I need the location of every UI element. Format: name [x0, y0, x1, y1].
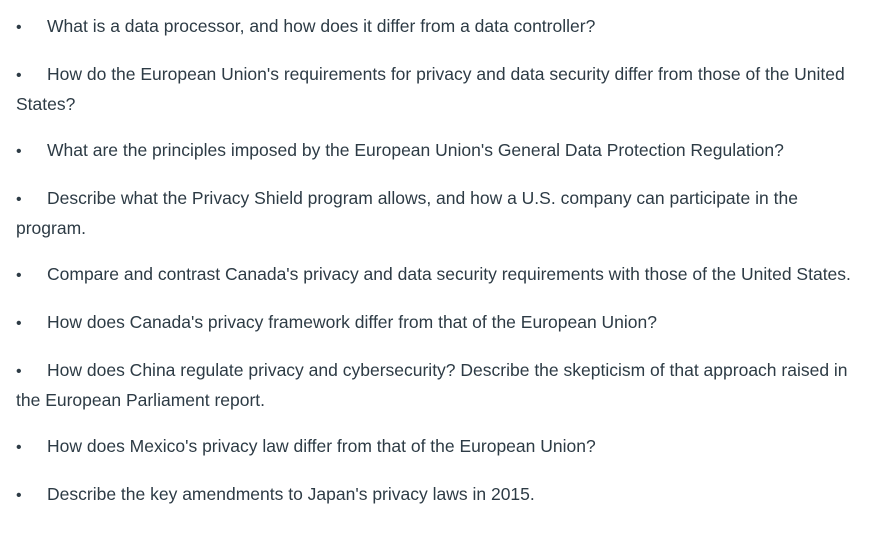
bullet-icon: •	[16, 363, 22, 380]
list-item	[16, 308, 872, 338]
list-item	[16, 12, 872, 42]
bullet-icon: •	[16, 267, 22, 284]
bullet-icon: •	[16, 191, 22, 208]
question-text: What are the principles imposed by the European Union's General Data Protection Regulation?	[47, 140, 784, 160]
bullet-icon: •	[16, 19, 22, 36]
list-item	[16, 184, 872, 242]
question-text: What is a data processor, and how does it differ from a data controller?	[47, 16, 596, 36]
bullet-icon: •	[16, 143, 22, 160]
list-item	[16, 60, 872, 118]
bullet-icon: •	[16, 439, 22, 456]
question-text: How does Mexico's privacy law differ from that of the European Union?	[47, 436, 596, 456]
list-item	[16, 260, 872, 290]
question-text: Compare and contrast Canada's privacy and data security requirements with those of the United States.	[47, 264, 851, 284]
bullet-icon: •	[16, 67, 22, 84]
question-text: How does China regulate privacy and cybersecurity? Describe the skepticism of that approach raised in the European Parliament report.	[16, 360, 848, 410]
list-item	[16, 480, 872, 510]
question-text: Describe what the Privacy Shield program allows, and how a U.S. company can participate in the program.	[16, 188, 798, 238]
list-item	[16, 432, 872, 462]
bullet-icon: •	[16, 315, 22, 332]
bullet-icon: •	[16, 487, 22, 504]
question-text: Describe the key amendments to Japan's privacy laws in 2015.	[47, 484, 535, 504]
question-text: How do the European Union's requirements for privacy and data security differ from those of the United States?	[16, 64, 845, 114]
list-item	[16, 356, 872, 414]
question-text: How does Canada's privacy framework differ from that of the European Union?	[47, 312, 657, 332]
question-list	[16, 12, 872, 528]
list-item	[16, 136, 872, 166]
